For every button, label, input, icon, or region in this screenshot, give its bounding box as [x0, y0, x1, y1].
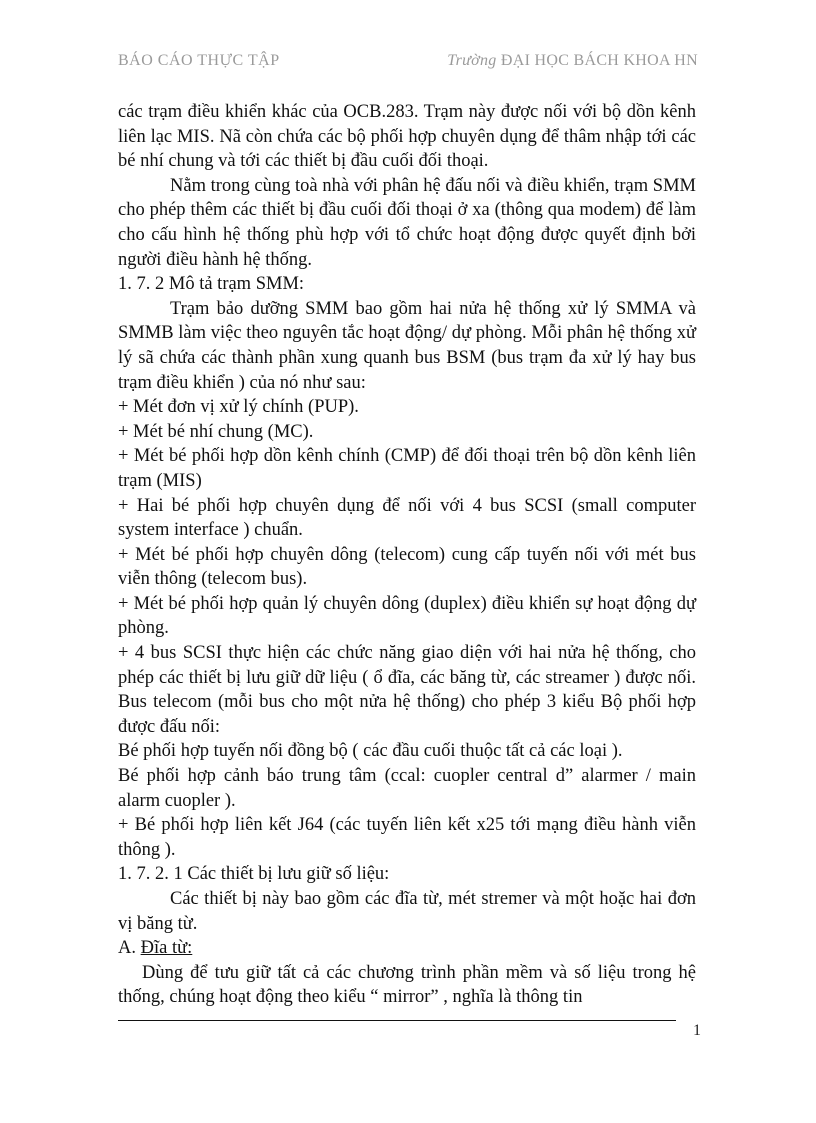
- paragraph: Dùng để tưu giữ tất cả các chương trình phần mềm và số liệu trong hệ thống, chúng hoạt động theo kiểu “ mirror” , nghĩa là thông tin: [118, 962, 696, 1008]
- list-item: + Mét bé phối hợp chuyên dông (telecom) cung cấp tuyến nối với mét bus viễn thông (telecom bus).: [118, 544, 696, 590]
- page-header: [118, 52, 698, 76]
- paragraph: Nằm trong cùng toà nhà với phân hệ đấu nối và điều khiển, trạm SMM cho phép thêm các thiết bị đầu cuối đối thoại ở xa (thông qua modem) để làm cho cấu hình hệ thống phù hợp với tổ chức hoạt động được quyết định bởi người điều hành hệ thống.: [118, 175, 696, 270]
- paragraph: Bé phối hợp tuyến nối đồng bộ ( các đầu cuối thuộc tất cả các loại ).: [118, 741, 623, 762]
- footer-divider: [118, 1020, 676, 1021]
- report-title: BÁO CÁO THỰC TẬP: [118, 52, 280, 69]
- paragraph: Trạm bảo dưỡng SMM bao gồm hai nửa hệ thống xử lý SMMA và SMMB làm việc theo nguyên tắc hoạt động/ dự phòng. Mỗi phân hệ thống xử lý sã chứa các thành phần xung quanh bus BSM (bus trạm đa xử lý hay bus trạm điều khiển ) của nó như sau:: [118, 298, 696, 393]
- subsection-letter: A.: [118, 938, 136, 959]
- list-item: + Mét bé phối hợp dồn kênh chính (CMP) để đối thoại trên bộ dồn kênh liên trạm (MIS): [118, 446, 696, 491]
- list-item: + Mét bé phối hợp quản lý chuyên dông (duplex) điều khiển sự hoạt động dự phòng.: [118, 593, 696, 639]
- paragraph: Bé phối hợp cảnh báo trung tâm (ccal: cuopler central d” alarmer / main alarm cuopler ).: [118, 766, 696, 811]
- subsection-title: Đĩa từ:: [140, 938, 193, 959]
- list-item: + Hai bé phối hợp chuyên dụng để nối với 4 bus SCSI (small computer system interface ) chuẩn.: [118, 495, 696, 541]
- list-item: + 4 bus SCSI thực hiện các chức năng giao diện với hai nửa hệ thống, cho phép các thiết bị lưu giữ dữ liệu ( ổ đĩa, các băng từ, các streamer ) được nối. Bus telecom (mỗi bus cho một nửa hệ thống) cho phép 3 kiểu Bộ phối hợp được đấu nối:: [118, 643, 696, 737]
- document-body: [118, 100, 696, 1010]
- university-prefix: Trường: [447, 52, 497, 69]
- list-item: + Mét bé nhí chung (MC).: [118, 421, 314, 442]
- paragraph: Các thiết bị này bao gồm các đĩa từ, mét stremer và một hoặc hai đơn vị băng từ.: [118, 889, 696, 934]
- subsection-heading: [118, 936, 696, 961]
- list-item: + Mét đơn vị xử lý chính (PUP).: [118, 397, 359, 418]
- section-heading: 1. 7. 2 Mô tả trạm SMM:: [118, 274, 305, 295]
- paragraph: các trạm điều khiển khác của OCB.283. Trạm này được nối với bộ dồn kênh liên lạc MIS. Nã còn chứa các bộ phối hợp chuyên dụng để thâm nhập tới các bé nhí chung và tới các thiết bị đầu cuối đối thoại.: [118, 102, 696, 172]
- university-label: ĐẠI HỌC BÁCH KHOA HN: [496, 52, 698, 69]
- section-heading: 1. 7. 2. 1 Các thiết bị lưu giữ số liệu:: [118, 864, 390, 885]
- page-number: 1: [693, 1022, 701, 1039]
- list-item: + Bé phối hợp liên kết J64 (các tuyến liên kết x25 tới mạng điều hành viễn thông ).: [118, 815, 696, 860]
- university-name: [447, 52, 698, 70]
